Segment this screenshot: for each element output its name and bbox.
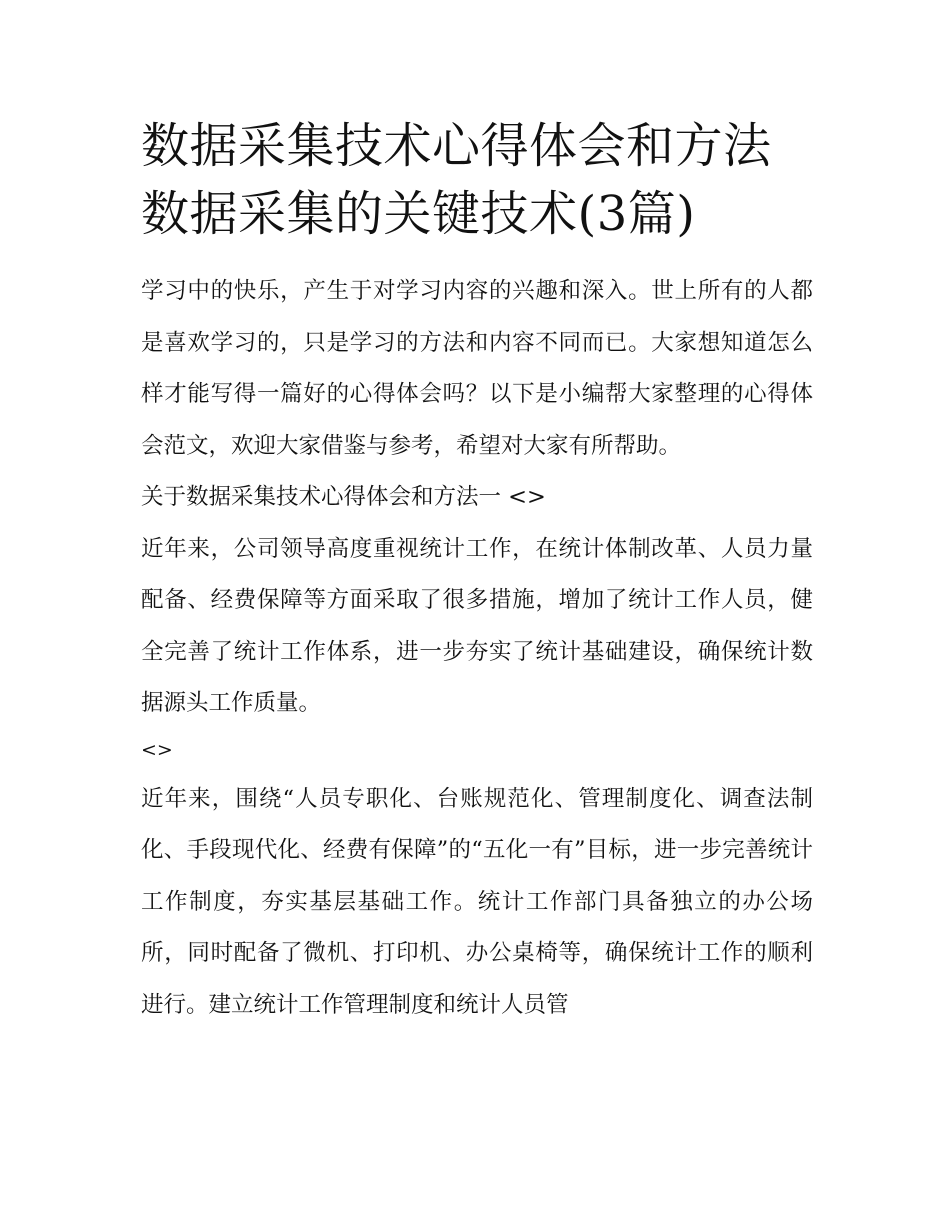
section-1-paragraph-2: 近年来，围绕“人员专职化、台账规范化、管理制度化、调查法制化、手段现代化、经费有保障”的“五化一有”目标，进一步完善统计工作制度，夯实基层基础工作。统计工作部门具备独立的办公场所，同时配备了微机、打印机、办公桌椅等，确保统计工作的顺利进行。建立统计工作管理制度和统计人员管 — [141, 785, 813, 1018]
intro-paragraph: 学习中的快乐，产生于对学习内容的兴趣和深入。世上所有的人都是喜欢学习的，只是学习的方法和内容不同而已。大家想知道怎么样才能写得一篇好的心得体会吗？以下是小编帮大家整理的心得体会范文，欢迎大家借鉴与参考，希望对大家有所帮助。 — [141, 278, 813, 459]
title-line-1: 数据采集技术心得体会和方法 — [141, 118, 772, 174]
title-line-2: 数据采集的关键技术(3篇) — [141, 186, 696, 242]
placeholder-marker: <> — [141, 738, 173, 761]
document-body — [141, 112, 813, 1031]
section-1-heading: 关于数据采集技术心得体会和方法一 <> — [141, 484, 546, 510]
section-1-paragraph-1: 近年来，公司领导高度重视统计工作，在统计体制改革、人员力量配备、经费保障等方面采取了很多措施，增加了统计工作人员，健全完善了统计工作体系，进一步夯实了统计基础建设，确保统计数据源头工作质量。 — [141, 535, 813, 716]
document-title — [141, 112, 813, 248]
